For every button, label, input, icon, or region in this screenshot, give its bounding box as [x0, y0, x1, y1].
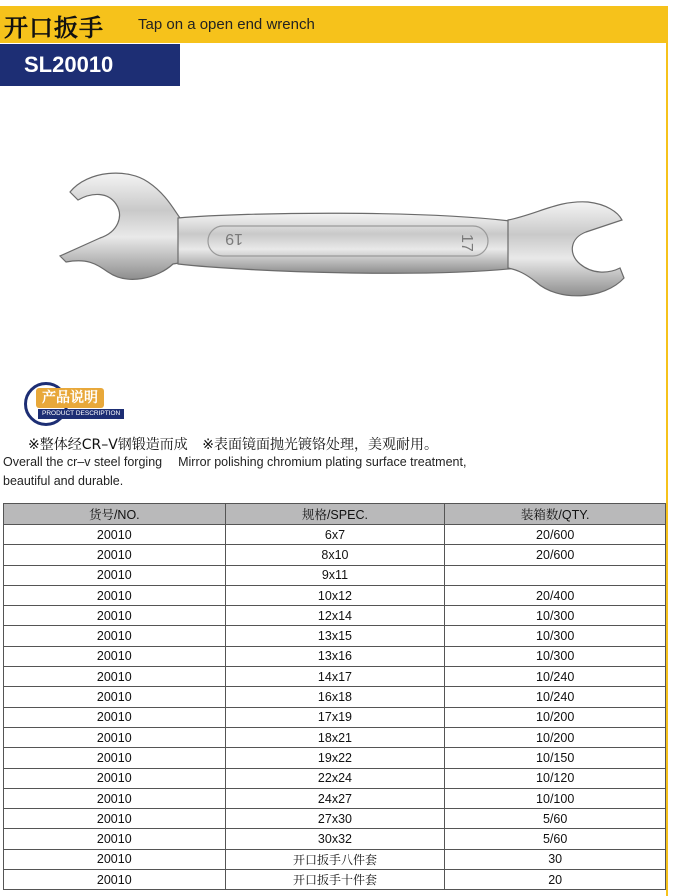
cell-qty: 10/100	[445, 788, 666, 808]
cell-no: 20010	[4, 849, 226, 869]
cell-spec: 13x15	[225, 626, 445, 646]
cell-no: 20010	[4, 768, 226, 788]
cell-spec: 14x17	[225, 667, 445, 687]
table-row	[4, 809, 666, 829]
cell-qty: 10/300	[445, 626, 666, 646]
cell-qty: 20	[445, 870, 666, 890]
table-row	[4, 768, 666, 788]
page-title-en: Tap on a open end wrench	[138, 16, 315, 33]
product-description-badge	[24, 382, 124, 424]
table-row	[4, 545, 666, 565]
cell-no: 20010	[4, 829, 226, 849]
table-row	[4, 626, 666, 646]
table-row	[4, 849, 666, 869]
table-row	[4, 870, 666, 890]
table-row	[4, 687, 666, 707]
wrench-marking-left: 19	[225, 230, 243, 247]
cell-spec: 8x10	[225, 545, 445, 565]
table-row	[4, 748, 666, 768]
header-spec: 规格/SPEC.	[225, 504, 445, 525]
cell-no: 20010	[4, 667, 226, 687]
cell-qty: 20/600	[445, 545, 666, 565]
cell-no: 20010	[4, 870, 226, 890]
cell-no: 20010	[4, 646, 226, 666]
cell-spec: 13x16	[225, 646, 445, 666]
description-en-2: Mirror polishing chromium plating surface treatment,	[178, 455, 467, 469]
cell-no: 20010	[4, 687, 226, 707]
cell-no: 20010	[4, 606, 226, 626]
cell-qty: 10/200	[445, 707, 666, 727]
table-row	[4, 585, 666, 605]
cell-spec: 9x11	[225, 565, 445, 585]
cell-qty: 30	[445, 849, 666, 869]
description-cn-2: ※表面镜面抛光镀铬处理，美观耐用。	[202, 437, 438, 453]
cell-qty: 10/240	[445, 687, 666, 707]
table-row	[4, 606, 666, 626]
table-row	[4, 707, 666, 727]
cell-spec: 18x21	[225, 727, 445, 747]
wrench-left-head	[60, 173, 198, 279]
spec-table	[3, 503, 666, 890]
cell-qty: 10/300	[445, 606, 666, 626]
cell-spec: 10x12	[225, 585, 445, 605]
cell-qty: 10/240	[445, 667, 666, 687]
cell-qty: 5/60	[445, 829, 666, 849]
cell-no: 20010	[4, 565, 226, 585]
cell-qty: 10/200	[445, 727, 666, 747]
badge-label-en: PRODUCT DESCRIPTION	[38, 409, 124, 419]
cell-qty: 20/400	[445, 585, 666, 605]
right-rule	[666, 6, 668, 896]
table-row	[4, 525, 666, 545]
cell-no: 20010	[4, 788, 226, 808]
table-row	[4, 565, 666, 585]
table-row	[4, 788, 666, 808]
description-cn-1: ※整体经CR–V钢锻造而成	[28, 437, 188, 453]
cell-no: 20010	[4, 626, 226, 646]
cell-no: 20010	[4, 585, 226, 605]
cell-no: 20010	[4, 727, 226, 747]
cell-spec: 开口扳手八件套	[225, 849, 445, 869]
wrench-marking-right: 17	[458, 234, 475, 252]
cell-spec: 19x22	[225, 748, 445, 768]
cell-spec: 24x27	[225, 788, 445, 808]
cell-spec: 6x7	[225, 525, 445, 545]
cell-qty: 10/300	[445, 646, 666, 666]
description-en-3: beautiful and durable.	[3, 474, 124, 488]
page-title-cn: 开口扳手	[4, 14, 104, 42]
cell-qty: 20/600	[445, 525, 666, 545]
cell-qty: 10/120	[445, 768, 666, 788]
cell-no: 20010	[4, 809, 226, 829]
cell-no: 20010	[4, 525, 226, 545]
table-header-row	[4, 504, 666, 525]
open-end-wrench-image	[48, 160, 628, 320]
cell-spec: 30x32	[225, 829, 445, 849]
cell-no: 20010	[4, 545, 226, 565]
table-row	[4, 829, 666, 849]
cell-spec: 27x30	[225, 809, 445, 829]
table-row	[4, 646, 666, 666]
model-number: SL20010	[24, 52, 114, 77]
cell-spec: 开口扳手十件套	[225, 870, 445, 890]
cell-qty	[445, 565, 666, 585]
header-qty: 装箱数/QTY.	[445, 504, 666, 525]
header-no: 货号/NO.	[4, 504, 226, 525]
cell-qty: 10/150	[445, 748, 666, 768]
table-row	[4, 667, 666, 687]
cell-no: 20010	[4, 748, 226, 768]
table-row	[4, 727, 666, 747]
description-en-1: Overall the cr–v steel forging	[3, 455, 163, 469]
badge-label-cn: 产品说明	[36, 388, 104, 408]
description-cn	[28, 434, 448, 454]
cell-spec: 12x14	[225, 606, 445, 626]
cell-spec: 16x18	[225, 687, 445, 707]
cell-no: 20010	[4, 707, 226, 727]
cell-spec: 22x24	[225, 768, 445, 788]
description-en	[3, 453, 563, 491]
wrench-right-head	[508, 202, 624, 296]
cell-spec: 17x19	[225, 707, 445, 727]
cell-qty: 5/60	[445, 809, 666, 829]
